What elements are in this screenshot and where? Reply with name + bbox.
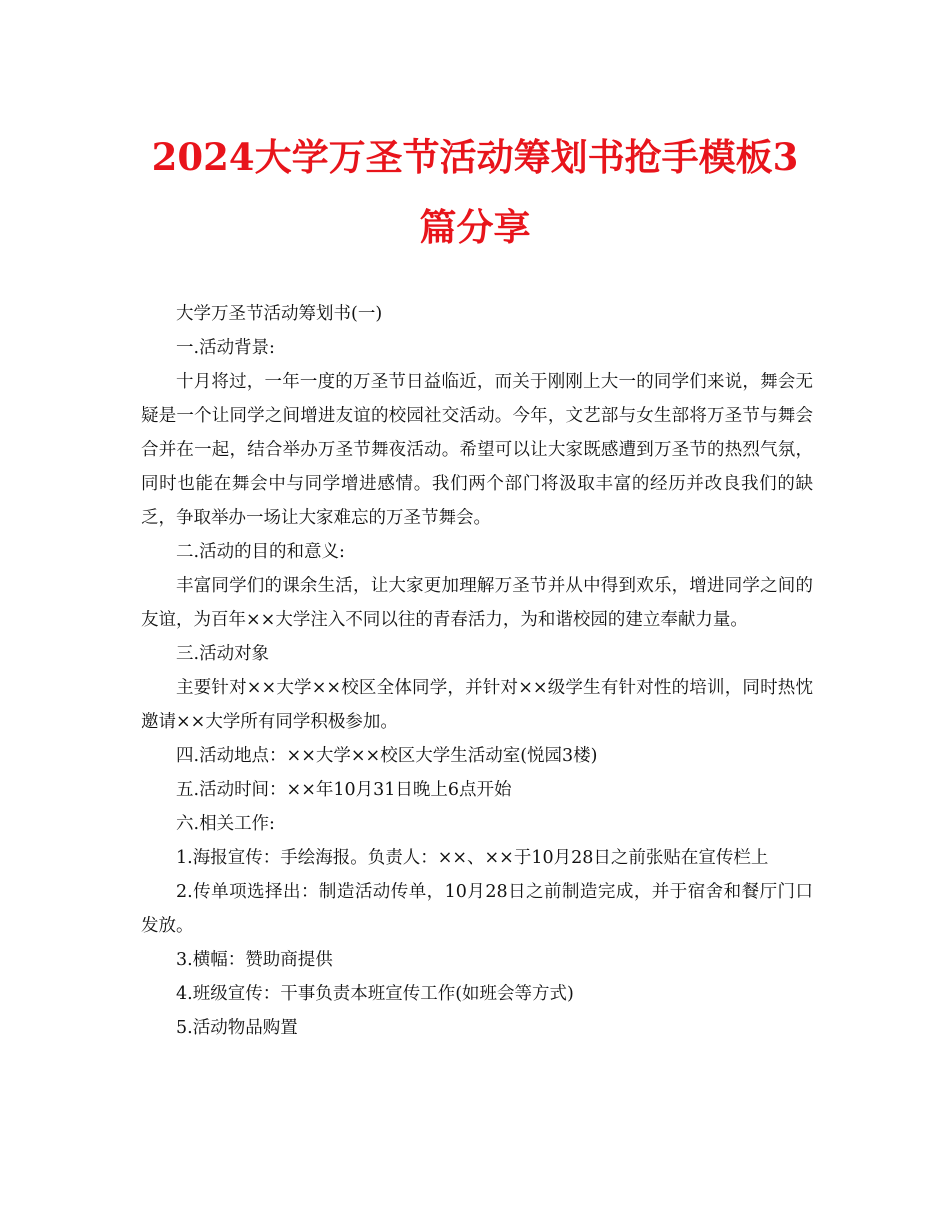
paragraph: 四.活动地点：××大学××校区大学生活动室(悦园3楼) bbox=[176, 746, 598, 766]
document-title-line-1: 2024大学万圣节活动筹划书抢手模板3 bbox=[151, 135, 799, 179]
paragraph: 五.活动时间：××年10月31日晚上6点开始 bbox=[176, 780, 512, 800]
document-title-line-2: 篇分享 bbox=[419, 205, 531, 249]
paragraph: 十月将过，一年一度的万圣节日益临近，而关于刚刚上大一的同学们来说，舞会无疑是一个让同学之间增进友谊的校园社交活动。今年，文艺部与女生部将万圣节与舞会合并在一起，结合举办万圣节舞夜活动。希望可以让大家既感遭到万圣节的热烈气氛，同时也能在舞会中与同学增进感情。我们两个部门将汲取丰富的经历并改良我们的缺乏，争取举办一场让大家难忘的万圣节舞会。 bbox=[141, 372, 813, 528]
list-item: 4.班级宣传：干事负责本班宣传工作(如班会等方式) bbox=[176, 984, 574, 1004]
list-item: 2.传单项选择出：制造活动传单，10月28日之前制造完成，并于宿舍和餐厅门口发放。 bbox=[141, 882, 813, 936]
section-heading: 六.相关工作: bbox=[176, 814, 275, 834]
paragraph: 主要针对××大学××校区全体同学，并针对××级学生有针对性的培训，同时热忱邀请××大学所有同学积极参加。 bbox=[141, 678, 813, 732]
list-item: 3.横幅：赞助商提供 bbox=[176, 950, 333, 970]
section-heading: 二.活动的目的和意义: bbox=[176, 542, 345, 562]
section-heading: 三.活动对象 bbox=[176, 644, 270, 664]
section-heading: 一.活动背景: bbox=[176, 338, 275, 358]
list-item: 1.海报宣传：手绘海报。负责人：××、××于10月28日之前张贴在宣传栏上 bbox=[176, 848, 769, 868]
paragraph: 丰富同学们的课余生活，让大家更加理解万圣节并从中得到欢乐，增进同学之间的友谊，为百年××大学注入不同以往的青春活力，为和谐校园的建立奉献力量。 bbox=[141, 576, 813, 630]
document-body bbox=[141, 297, 813, 1045]
list-item: 5.活动物品购置 bbox=[176, 1018, 298, 1038]
section-heading: 大学万圣节活动筹划书(一) bbox=[176, 304, 383, 324]
